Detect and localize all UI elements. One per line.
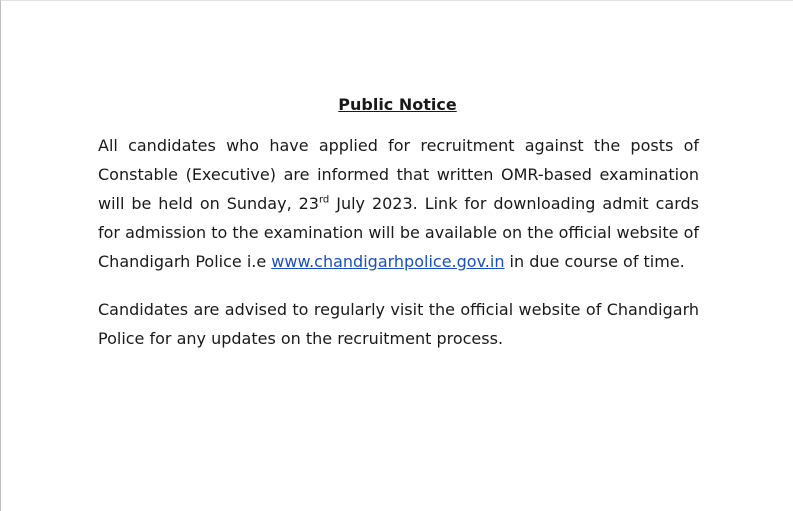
- paragraph-text-part1: All candidates who have applied for recruitment against the posts of Constable (Executive) are informed that written OMR-based examination will be held on Sunday, 23: [98, 136, 699, 213]
- paragraph-text-part2: July 2023. Link for downloading admit cards for admission to the examination will be available on the official website of Chandigarh Police i.e: [98, 194, 699, 271]
- notice-paragraph-advisory: Candidates are advised to regularly visit the official website of Chandigarh Police for any updates on the recruitment process.: [98, 300, 699, 348]
- notice-title: Public Notice: [338, 95, 457, 114]
- paragraph-text-part3: in due course of time.: [504, 252, 685, 271]
- official-website-link[interactable]: www.chandigarhpolice.gov.in: [271, 252, 505, 271]
- notice-paragraph-exam-info: [98, 131, 699, 276]
- date-ordinal-suffix: rd: [318, 194, 330, 206]
